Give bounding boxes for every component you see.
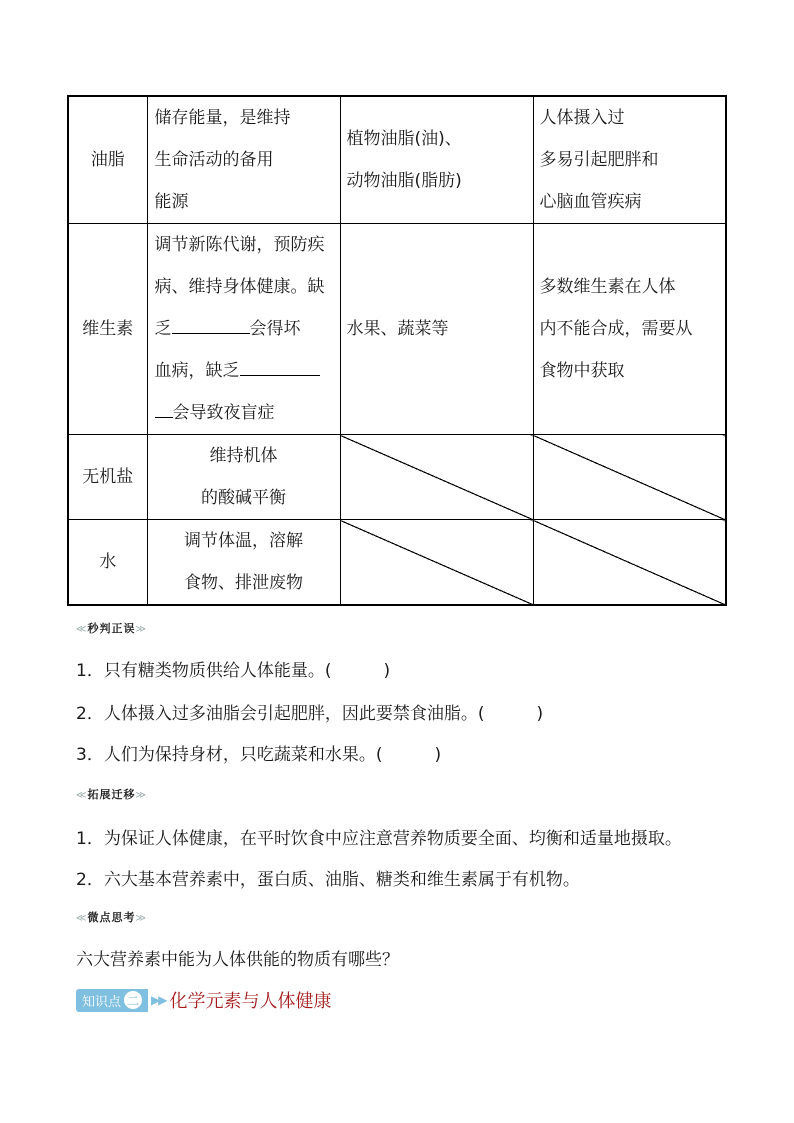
knowledge-point-badge: 知识点 二 — [76, 989, 148, 1012]
nutrient-function: 调节新陈代谢，预防疾 病、维持身体健康。缺 乏 会得坏 血病，缺乏 会导致夜盲症 — [147, 224, 340, 435]
table-row — [68, 96, 726, 224]
section-tag-think: ≪微点思考≫ — [76, 911, 147, 924]
judge-item: 2．人体摄入过多油脂会引起肥胖，因此要禁食油脂。( ) — [76, 704, 544, 724]
table-row — [68, 520, 726, 606]
nutrient-function: 维持机体 的酸碱平衡 — [147, 435, 340, 520]
nutrient-name: 水 — [68, 520, 147, 606]
extend-item: 2．六大基本营养素中，蛋白质、油脂、糖类和维生素属于有机物。 — [76, 870, 580, 890]
nutrient-table — [67, 95, 727, 606]
nutrient-name: 维生素 — [68, 224, 147, 435]
double-chevron-right-icon: ≫ — [135, 913, 147, 924]
section-tag-extend: ≪拓展迁移≫ — [76, 788, 147, 801]
nutrient-function: 调节体温，溶解 食物、排泄废物 — [147, 520, 340, 606]
nutrient-name: 油脂 — [68, 96, 147, 224]
double-chevron-left-icon: ≪ — [76, 624, 88, 635]
fill-blank[interactable] — [155, 400, 173, 418]
extend-item: 1．为保证人体健康，在平时饮食中应注意营养物质要全面、均衡和适量地摄取。 — [76, 829, 682, 849]
diagonal-empty-cell — [340, 520, 533, 606]
diagonal-empty-cell — [533, 520, 726, 606]
think-question: 六大营养素中能为人体供能的物质有哪些？ — [76, 950, 399, 970]
judge-item: 1．只有糖类物质供给人体能量。( ) — [76, 661, 391, 681]
judge-item: 3．人们为保持身材，只吃蔬菜和水果。( ) — [76, 745, 442, 765]
fill-blank[interactable] — [172, 316, 250, 334]
nutrient-name: 无机盐 — [68, 435, 147, 520]
nutrient-notes: 人体摄入过 多易引起肥胖和 心脑血管疾病 — [533, 96, 726, 224]
section-tag-judge: ≪秒判正误≫ — [76, 622, 147, 635]
nutrient-notes: 多数维生素在人体 内不能合成，需要从 食物中获取 — [533, 224, 726, 435]
knowledge-point-number: 二 — [124, 991, 142, 1009]
double-chevron-right-icon: ≫ — [135, 790, 147, 801]
diagonal-empty-cell — [533, 435, 726, 520]
knowledge-point-header — [76, 987, 331, 1013]
double-chevron-right-icon: ≫ — [135, 624, 147, 635]
nutrient-function: 储存能量，是维持 生命活动的备用 能源 — [147, 96, 340, 224]
double-chevron-left-icon: ≪ — [76, 913, 88, 924]
knowledge-point-title: 化学元素与人体健康 — [169, 991, 332, 1012]
table-row — [68, 224, 726, 435]
fill-blank[interactable] — [240, 358, 320, 376]
nutrient-sources: 植物油脂(油)、 动物油脂(脂肪) — [340, 96, 533, 224]
double-chevron-left-icon: ≪ — [76, 790, 88, 801]
table-row — [68, 435, 726, 520]
diagonal-empty-cell — [340, 435, 533, 520]
nutrient-sources: 水果、蔬菜等 — [340, 224, 533, 435]
play-arrows-icon: ▶▶ — [151, 993, 166, 1007]
